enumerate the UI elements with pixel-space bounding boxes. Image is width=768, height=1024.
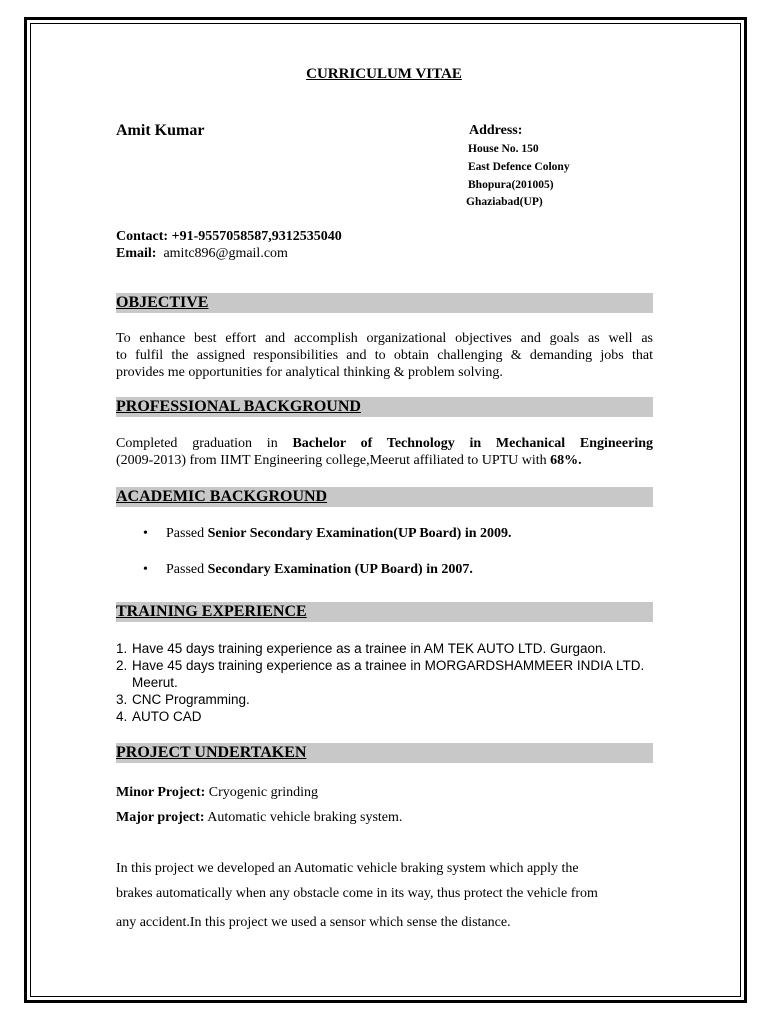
candidate-name: Amit Kumar (116, 122, 205, 139)
training-item (116, 691, 656, 708)
address-label: Address: (469, 123, 523, 138)
item-number: 3. (116, 692, 128, 707)
objective-line: provides me opportunities for analytical thinking & problem solving. (116, 365, 503, 380)
item-number: 2. (116, 658, 128, 673)
professional-prefix: Completed graduation in (116, 436, 293, 451)
section-heading: PROJECT UNDERTAKEN (116, 744, 307, 761)
contact-label: Contact: (116, 229, 169, 244)
section-project (116, 743, 653, 763)
objective-line: To enhance best effort and accomplish organizational objectives and goals as well as (116, 331, 653, 346)
address-line: House No. 150 (468, 143, 539, 155)
section-academic (116, 487, 653, 507)
objective-text (116, 330, 653, 381)
minor-project-label: Minor Project: (116, 785, 206, 800)
section-professional (116, 397, 653, 417)
section-objective (116, 293, 653, 313)
contact-value: +91-9557058587,9312535040 (171, 229, 342, 244)
item-number: 4. (116, 709, 128, 724)
address-line: East Defence Colony (468, 161, 570, 173)
percentage: 68%. (550, 453, 582, 468)
academic-detail: Secondary Examination (UP Board) in 2007. (207, 562, 473, 577)
item-number: 1. (116, 641, 128, 656)
major-project-label: Major project: (116, 810, 205, 825)
section-heading: ACADEMIC BACKGROUND (116, 488, 328, 505)
professional-text (116, 435, 653, 469)
academic-item (143, 562, 473, 578)
bullet-icon: • (143, 526, 148, 541)
objective-line: to fulfil the assigned responsibilities and to obtain challenging & demanding jobs that (116, 348, 653, 363)
training-item (116, 640, 656, 657)
academic-item (143, 526, 512, 542)
training-text: CNC Programming. (132, 692, 250, 707)
minor-project (116, 785, 318, 801)
professional-line (116, 452, 653, 469)
professional-middle: (2009-2013) from IIMT Engineering college,Meerut affiliated to UPTU with (116, 453, 551, 468)
major-project-value: Automatic vehicle braking system. (204, 810, 403, 825)
training-item (116, 708, 656, 725)
project-description-line: any accident.In this project we used a sensor which sense the distance. (116, 915, 511, 930)
academic-prefix: Passed (166, 562, 208, 577)
project-description-line: In this project we developed an Automatic vehicle braking system which apply the (116, 861, 579, 876)
project-description-line: brakes automatically when any obstacle come in its way, thus protect the vehicle from (116, 886, 598, 901)
email-label: Email: (116, 246, 157, 261)
bullet-icon: • (143, 562, 148, 577)
email-value: amitc896@gmail.com (163, 246, 288, 261)
professional-line (116, 435, 653, 452)
section-heading: OBJECTIVE (116, 294, 209, 311)
degree: Bachelor of Technology in Mechanical Engineering (292, 436, 653, 451)
section-training (116, 602, 653, 622)
training-text: AUTO CAD (132, 709, 202, 724)
training-item (116, 657, 656, 691)
section-heading: PROFESSIONAL BACKGROUND (116, 398, 361, 415)
page-border-inner (30, 23, 741, 997)
address-line: Bhopura(201005) (468, 179, 554, 191)
academic-prefix: Passed (166, 526, 208, 541)
training-text: Have 45 days training experience as a trainee in MORGARDSHAMMEER INDIA LTD. Meerut. (132, 658, 645, 690)
section-heading: TRAINING EXPERIENCE (116, 603, 307, 620)
minor-project-value: Cryogenic grinding (205, 785, 319, 800)
major-project (116, 810, 402, 826)
academic-detail: Senior Secondary Examination(UP Board) in 2009. (207, 526, 512, 541)
contact-row (116, 229, 342, 245)
document-title: CURRICULUM VITAE (306, 66, 462, 82)
training-text: Have 45 days training experience as a trainee in AM TEK AUTO LTD. Gurgaon. (132, 641, 607, 656)
address-line: Ghaziabad(UP) (466, 196, 543, 208)
training-list (116, 640, 656, 725)
email-row (116, 246, 288, 262)
